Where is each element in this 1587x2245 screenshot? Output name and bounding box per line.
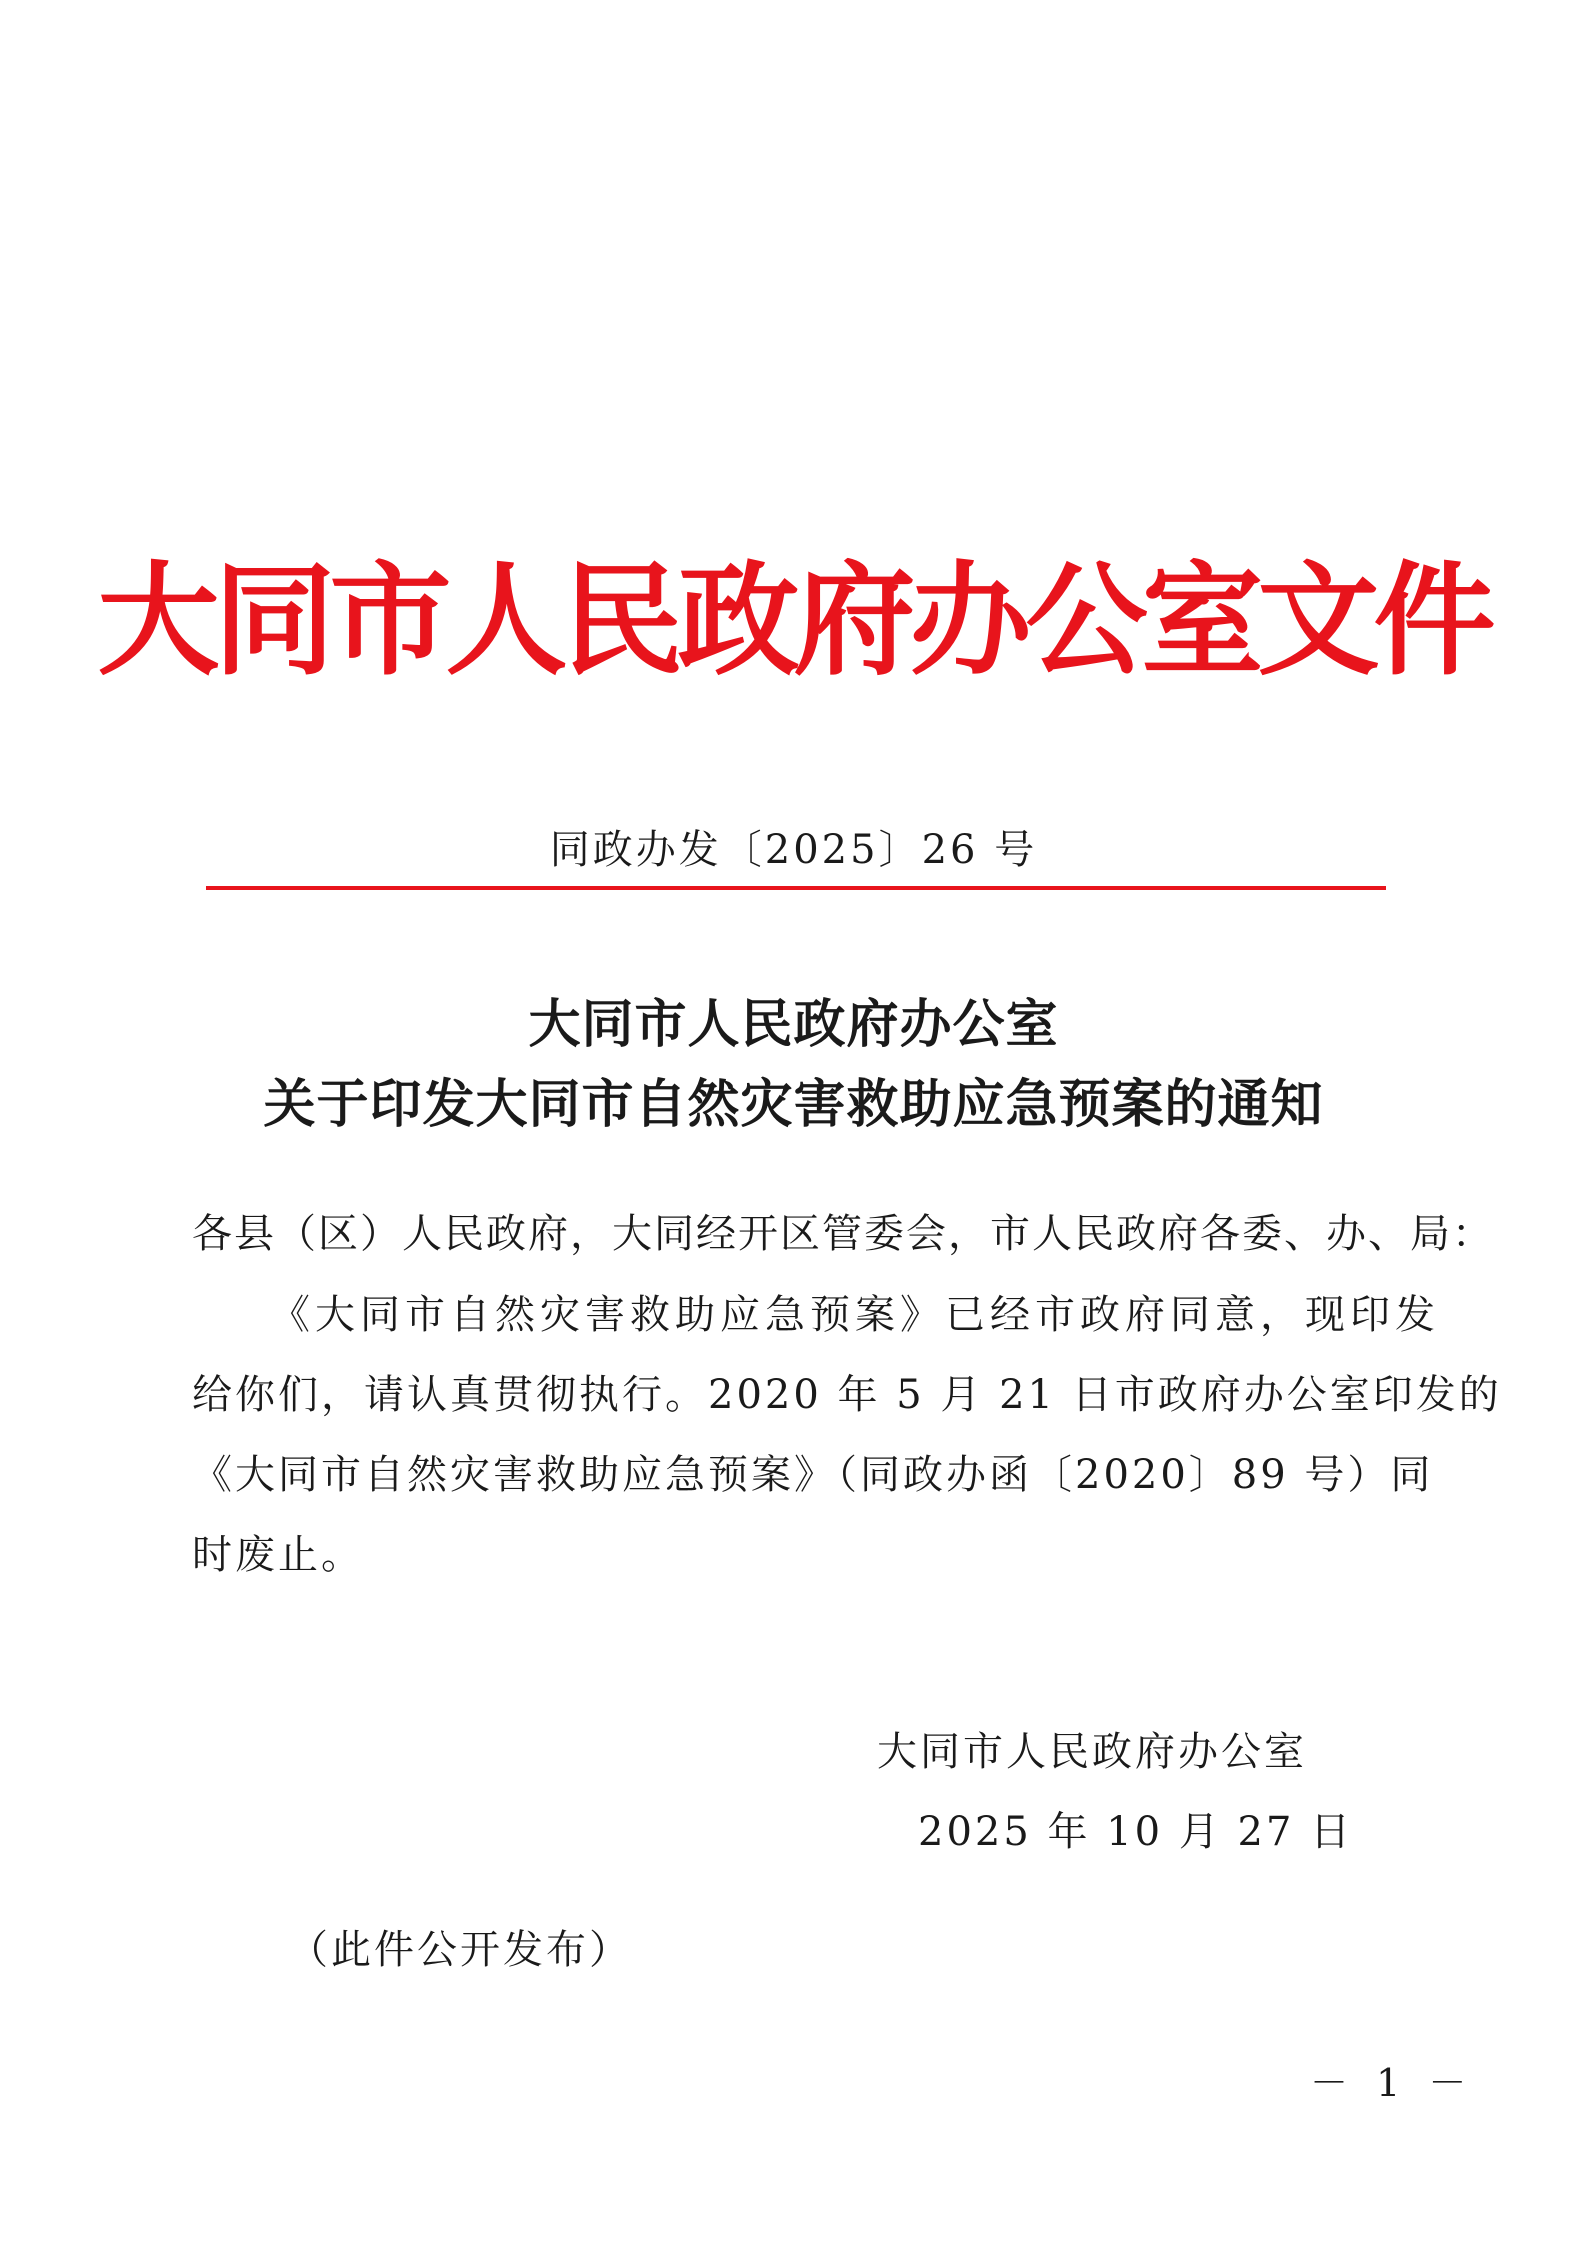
body-line-2: 给你们，请认真贯彻执行。2020 年 5 月 21 日市政府办公室印发的 xyxy=(192,1372,1502,1418)
body-line-1: 《大同市自然灾害救助应急预案》已经市政府同意，现印发 xyxy=(270,1292,1440,1338)
signature-organization: 大同市人民政府办公室 xyxy=(877,1729,1307,1775)
document-number: 同政办发〔2025〕26 号 xyxy=(549,827,1038,873)
masthead: 大同市人民政府办公室文件 xyxy=(97,548,1490,692)
body-line-4: 时废止。 xyxy=(192,1532,364,1578)
body-line-3: 《大同市自然灾害救助应急预案》（同政办函〔2020〕89 号）同 xyxy=(192,1452,1434,1498)
document-title xyxy=(0,985,1587,1145)
title-line-1: 大同市人民政府办公室 xyxy=(528,994,1059,1055)
signature-date: 2025 年 10 月 27 日 xyxy=(918,1809,1354,1855)
addressee: 各县（区）人民政府，大同经开区管委会，市人民政府各委、办、局： xyxy=(192,1211,1494,1257)
page-number: － 1 － xyxy=(1310,2061,1475,2105)
red-divider-rule xyxy=(206,886,1386,890)
publication-note: （此件公开发布） xyxy=(288,1927,632,1973)
title-line-2: 关于印发大同市自然灾害救助应急预案的通知 xyxy=(263,1074,1324,1135)
